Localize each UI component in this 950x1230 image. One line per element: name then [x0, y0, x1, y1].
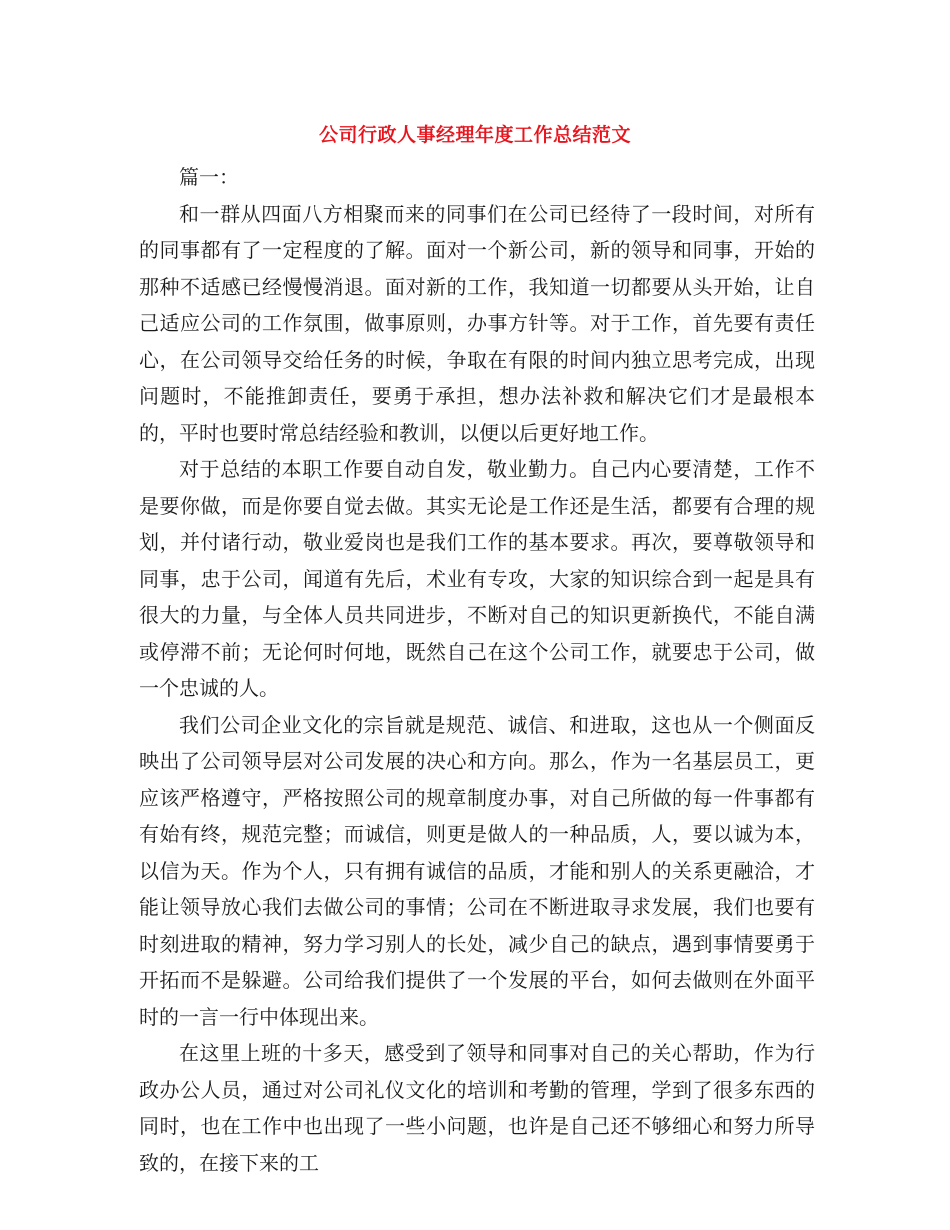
paragraph: 和一群从四面八方相聚而来的同事们在公司已经待了一段时间，对所有的同事都有了一定程度的了解。面对一个新公司，新的领导和同事，开始的那种不适感已经慢慢消退。面对新的工作，我知道一切都要从头开始，让自己适应公司的工作氛围，做事原则，办事方针等。对于工作，首先要有责任心，在公司领导交给任务的时候，争取在有限的时间内独立思考完成，出现问题时，不能推卸责任，要勇于承担，想办法补救和解决它们才是最根本的，平时也要时常总结经验和教训，以便以后更好地工作。	[139, 201, 815, 445]
section-label: 篇一：	[179, 165, 239, 189]
paragraph: 对于总结的本职工作要自动自发，敬业勤力。自己内心要清楚，工作不是要你做，而是你要自觉去做。其实无论是工作还是生活，都要有合理的规划，并付诸行动，敬业爱岗也是我们工作的基本要求。再次，要尊敬领导和同事，忠于公司，闻道有先后，术业有专攻，大家的知识综合到一起是具有很大的力量，与全体人员共同进步，不断对自己的知识更新换代，不能自满或停滞不前；无论何时何地，既然自己在这个公司工作，就要忠于公司，做一个忠诚的人。	[139, 457, 815, 700]
paragraph: 在这里上班的十多天，感受到了领导和同事对自己的关心帮助，作为行政办公人员，通过对公司礼仪文化的培训和考勤的管理，学到了很多东西的同时，也在工作中也出现了一些小问题，也许是自己还不够细心和努力所导致的，在接下来的工	[139, 1041, 815, 1175]
document-body	[139, 159, 815, 1181]
document-title: 公司行政人事经理年度工作总结范文	[318, 124, 631, 146]
paragraph: 我们公司企业文化的宗旨就是规范、诚信、和进取，这也从一个侧面反映出了公司领导层对公司发展的决心和方向。那么，作为一名基层员工，更应该严格遵守，严格按照公司的规章制度办事，对自己所做的每一件事都有有始有终，规范完整；而诚信，则更是做人的一种品质，人，要以诚为本，以信为天。作为个人，只有拥有诚信的品质，才能和别人的关系更融洽，才能让领导放心我们去做公司的事情；公司在不断进取寻求发展，我们也要有时刻进取的精神，努力学习别人的长处，减少自己的缺点，遇到事情要勇于开拓而不是躲避。公司给我们提供了一个发展的平台，如何去做则在外面平时的一言一行中体现出来。	[139, 712, 815, 1029]
